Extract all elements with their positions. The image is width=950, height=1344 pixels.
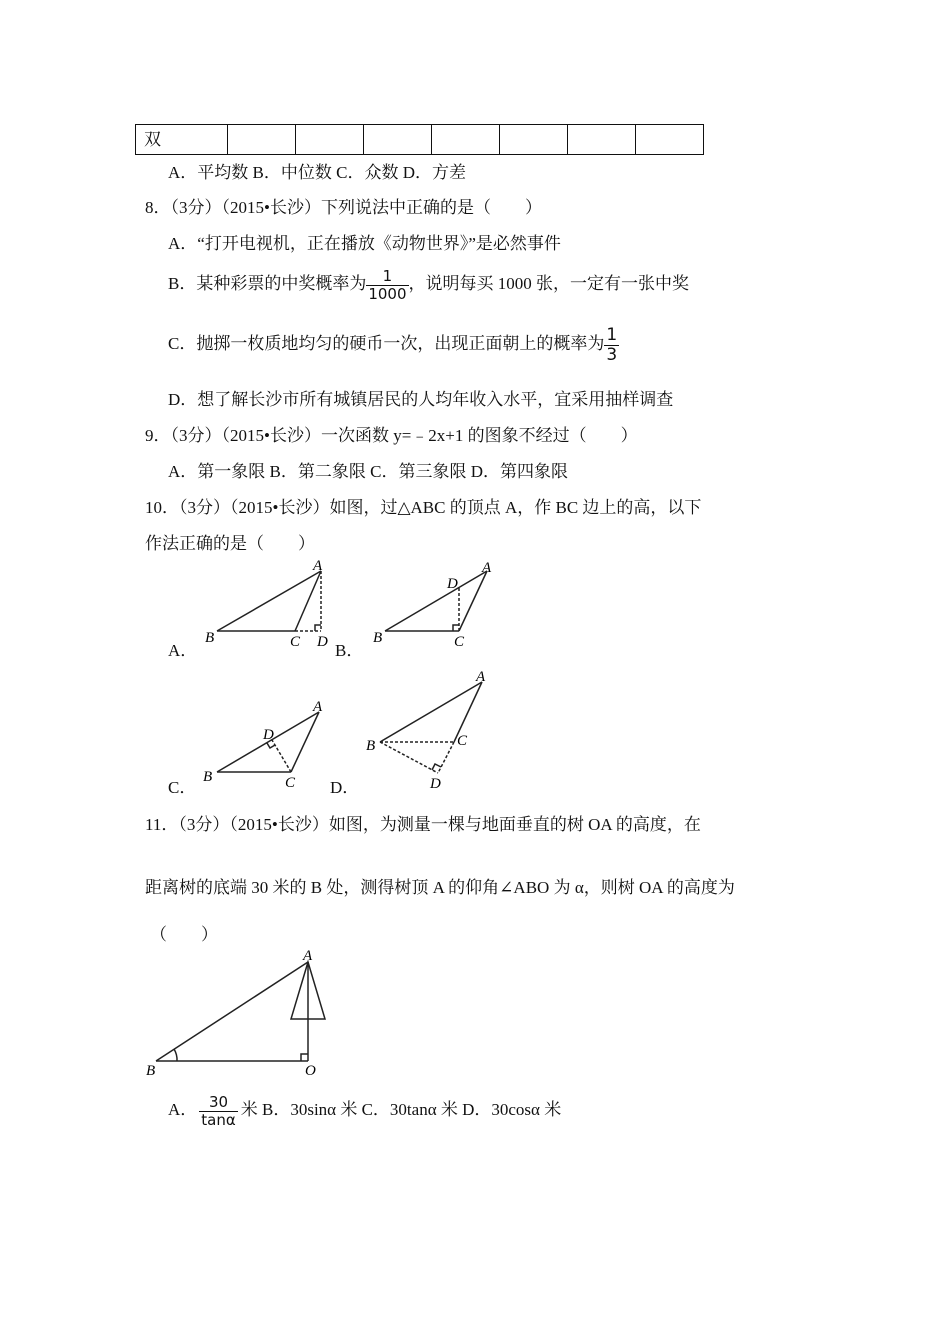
fraction-numerator: 1 (366, 268, 408, 286)
q10-option-a-label: A． (168, 641, 198, 660)
fraction-denominator: 1000 (368, 284, 407, 303)
q8-option-c-text: C．抛掷一枚质地均匀的硬币一次，出现正面朝上的概率为 (168, 334, 605, 354)
table-cell (228, 125, 296, 155)
fraction-numerator: 1 (606, 325, 618, 345)
q11-stem-line1: 11．（3分）（2015•长沙）如图，为测量一棵与地面垂直的树 OA 的高度，在 (145, 815, 701, 834)
point-label: A (313, 558, 323, 574)
point-label: D (447, 576, 458, 592)
q11-stem-line2: 距离树的底端 30 米的 B 处，测得树顶 A 的仰角∠ABO 为 α，则树 OA 的高度为 (145, 878, 735, 897)
q8-option-b (168, 268, 689, 302)
point-label: A (313, 699, 323, 715)
q9-options: A．第一象限 B．第二象限 C．第三象限 D．第四象限 (168, 462, 568, 481)
q10-option-d-label: D． (330, 778, 360, 797)
tree-figure (140, 948, 340, 1083)
point-label: C (290, 634, 301, 650)
q10-option-c-label: C． (168, 778, 197, 797)
point-label: A (476, 669, 486, 685)
q8-option-c (168, 326, 619, 364)
table-cell (568, 125, 636, 155)
fraction (604, 326, 619, 364)
table-cell (636, 125, 704, 155)
point-label: B (146, 1063, 156, 1079)
table-cell (364, 125, 432, 155)
table-cell (500, 125, 568, 155)
fraction-denominator: tanα (201, 1110, 236, 1129)
q11-option-a-label: A． (168, 1099, 198, 1119)
point-label: B (205, 630, 215, 646)
point-label: A (303, 948, 313, 964)
point-label: D (430, 776, 441, 792)
point-label: A (482, 560, 492, 576)
q8-stem: 8．（3分）（2015•长沙）下列说法中正确的是（ ） (145, 198, 542, 217)
q11-options-text: 米 B．30sinα 米 C．30tanα 米 D．30cosα 米 (240, 1099, 562, 1119)
fraction-numerator: 30 (199, 1094, 237, 1112)
table-cell (432, 125, 500, 155)
q8-option-b-text: ，说明每买 1000 张，一定有一张中奖 (408, 273, 690, 293)
point-label: O (305, 1063, 316, 1079)
q9-stem: 9．（3分）（2015•长沙）一次函数 y=﹣2x+1 的图象不经过（ ） (145, 426, 638, 445)
table-cell: 双 (136, 125, 228, 155)
q11-stem-line3: （ ） (150, 925, 218, 944)
point-label: C (285, 775, 296, 790)
q10-option-b-label: B． (335, 641, 364, 660)
q8-option-d: D．想了解长沙市所有城镇居民的人均年收入水平，宜采用抽样调查 (168, 390, 674, 409)
figure-a (195, 558, 345, 650)
fraction (199, 1094, 237, 1128)
data-table (135, 124, 704, 155)
figure-c (195, 695, 340, 790)
point-label: B (366, 738, 376, 754)
point-label: B (203, 769, 213, 785)
q8-option-b-text: B．某种彩票的中奖概率为 (168, 273, 367, 293)
q10-stem-line1: 10．（3分）（2015•长沙）如图，过△ABC 的顶点 A，作 BC 边上的高，以下 (145, 498, 702, 517)
point-label: D (263, 727, 274, 743)
point-label: B (373, 630, 383, 646)
point-label: C (457, 733, 468, 749)
q8-option-a: A．“打开电视机，正在播放《动物世界》”是必然事件 (168, 234, 561, 253)
table-cell (296, 125, 364, 155)
fraction (366, 268, 408, 302)
q11-options (168, 1094, 561, 1128)
point-label: D (317, 634, 328, 650)
figure-b (365, 558, 505, 650)
q10-stem-line2: 作法正确的是（ ） (145, 534, 315, 553)
figure-d (360, 668, 500, 793)
q7-options: A．平均数 B．中位数 C．众数 D．方差 (168, 163, 466, 182)
fraction-denominator: 3 (606, 344, 618, 365)
point-label: C (454, 634, 465, 650)
